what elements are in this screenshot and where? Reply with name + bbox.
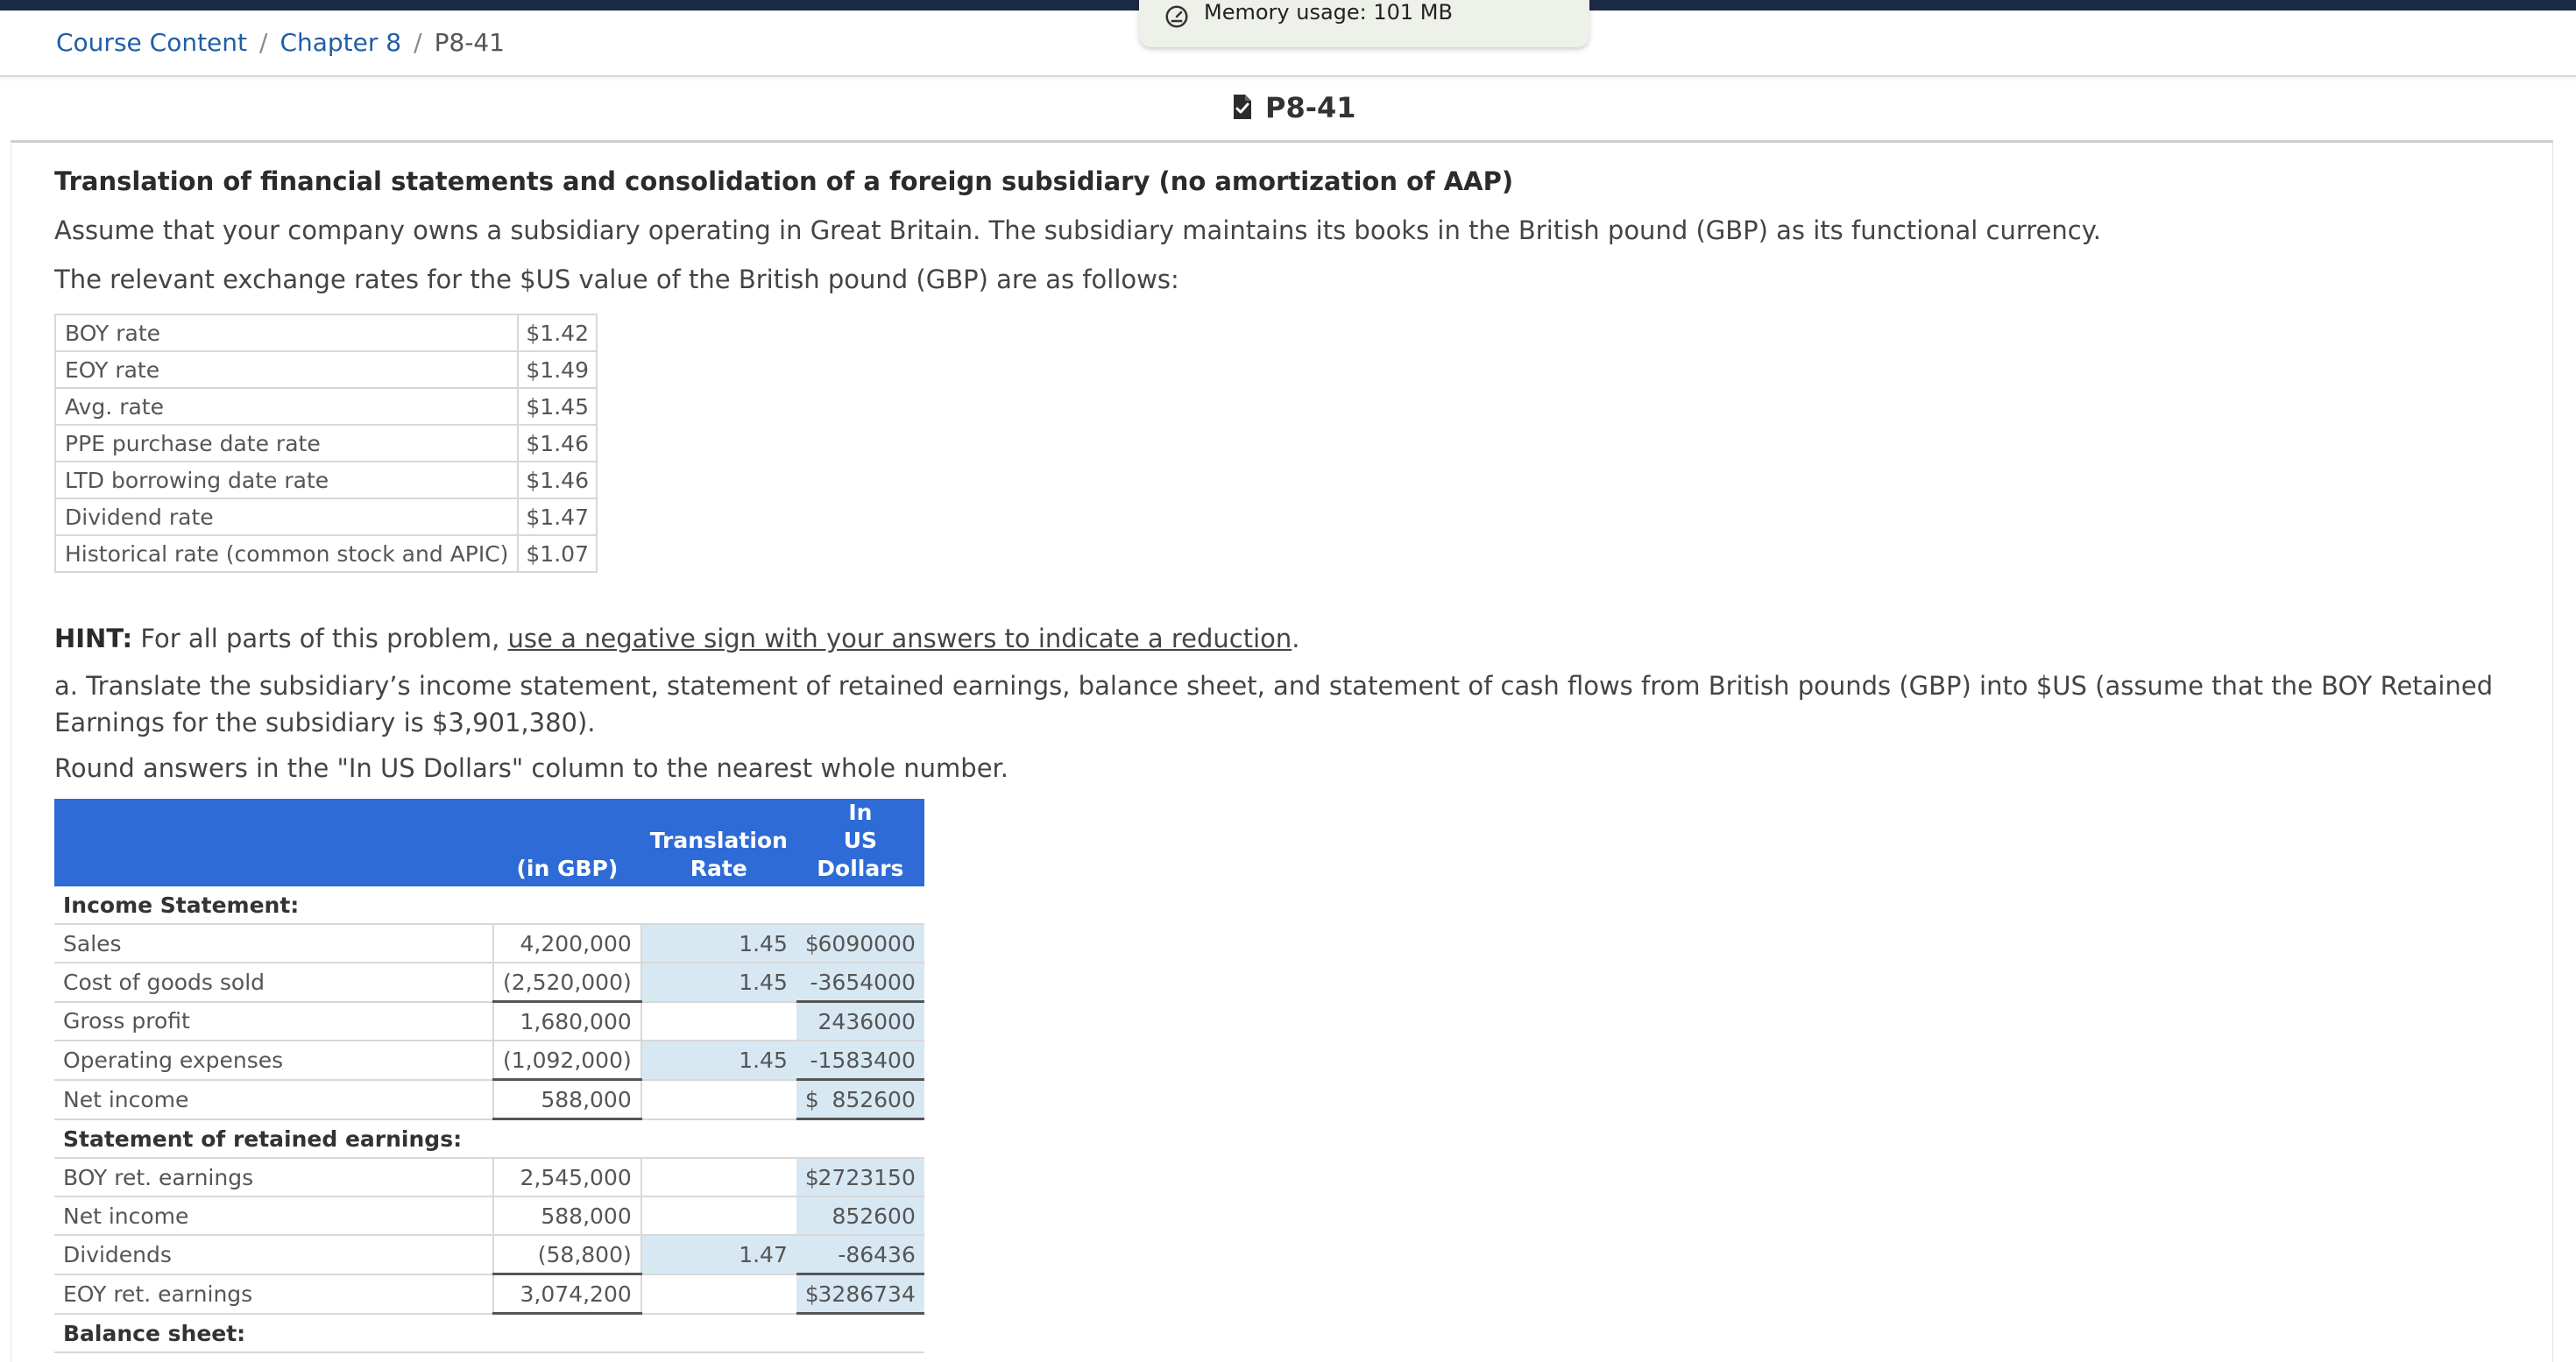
table-row [54, 1080, 924, 1119]
usd-input[interactable] [796, 963, 924, 1002]
row-label: Net income [54, 1080, 493, 1119]
table-row [54, 1158, 924, 1196]
gbp-value: (58,800) [493, 1235, 641, 1274]
usd-value: -1583400 [810, 1047, 916, 1073]
breadcrumb-link-chapter[interactable]: Chapter 8 [280, 28, 402, 57]
table-row [54, 1002, 924, 1041]
header-blank [54, 799, 493, 886]
breadcrumb-link-course-content[interactable]: Course Content [56, 28, 248, 57]
rate-value: $1.47 [518, 498, 597, 535]
row-label: EOY ret. earnings [54, 1274, 493, 1314]
rate-value: $1.46 [518, 425, 597, 462]
row-label: Gross profit [54, 1002, 493, 1041]
usd-value: -3654000 [810, 969, 916, 995]
rate-cell [641, 1080, 796, 1119]
rate-input[interactable]: 1.45 [641, 963, 796, 1002]
memory-usage-text: Memory usage: 101 MB [1204, 0, 1453, 25]
header-usd-line2: US Dollars [817, 828, 904, 881]
translation-table [54, 799, 924, 1353]
rate-value: $1.42 [518, 314, 597, 351]
rate-row [55, 388, 597, 425]
page-title [1232, 91, 1356, 124]
rate-label: LTD borrowing date rate [55, 462, 518, 498]
problem-heading: Translation of financial statements and consolidation of a foreign subsidiary (no amortization of AAP) [54, 166, 1514, 196]
usd-value: 6090000 [817, 930, 916, 956]
breadcrumb-current: P8-41 [434, 28, 505, 57]
usd-value: 3286734 [817, 1281, 916, 1307]
row-label: Dividends [54, 1235, 493, 1274]
breadcrumb [56, 28, 505, 57]
table-row [54, 1274, 924, 1314]
header-rate [641, 799, 796, 886]
usd-input[interactable] [796, 1002, 924, 1041]
dollar-sign: $ [804, 1164, 819, 1190]
gbp-value: 588,000 [493, 1080, 641, 1119]
part-a-instructions: a. Translate the subsidiary’s income statement, statement of retained earnings, balance sheet, and statement of cash flows from British pounds (GBP) into $US (assume that the BOY Retained Earnings for the subsidiary is $3,901,380). [54, 671, 2494, 737]
gbp-value: 3,074,200 [493, 1274, 641, 1314]
memory-usage-badge [1139, 0, 1589, 47]
usd-input[interactable] [796, 924, 924, 963]
rate-row [55, 462, 597, 498]
dollar-sign: $ [804, 1086, 819, 1112]
section-title-income: Income Statement: [54, 886, 924, 924]
hint-label: HINT: [54, 624, 133, 653]
rate-label: PPE purchase date rate [55, 425, 518, 462]
section-row [54, 1119, 924, 1159]
rate-row [55, 351, 597, 388]
rate-label: Dividend rate [55, 498, 518, 535]
section-row [54, 1314, 924, 1353]
gbp-value: (1,092,000) [493, 1041, 641, 1080]
rate-cell [641, 1196, 796, 1235]
table-row [54, 1041, 924, 1080]
header-usd-line1: In [848, 800, 873, 825]
rounding-note: Round answers in the "In US Dollars" column to the nearest whole number. [54, 753, 1009, 783]
usd-value: 2723150 [817, 1164, 916, 1190]
table-row [54, 963, 924, 1002]
rate-row [55, 498, 597, 535]
gbp-value: 4,200,000 [493, 924, 641, 963]
gbp-value: 1,680,000 [493, 1002, 641, 1041]
document-check-icon [1232, 93, 1253, 121]
table-header-row [54, 799, 924, 886]
row-label: Operating expenses [54, 1041, 493, 1080]
usd-input[interactable] [796, 1274, 924, 1314]
table-row [54, 1235, 924, 1274]
rate-label: EOY rate [55, 351, 518, 388]
hint-paragraph [54, 620, 2525, 657]
table-row [54, 924, 924, 963]
rate-cell [641, 1158, 796, 1196]
rate-value: $1.49 [518, 351, 597, 388]
usd-input[interactable] [796, 1158, 924, 1196]
row-label: Sales [54, 924, 493, 963]
usd-value: -86436 [838, 1241, 916, 1267]
dollar-sign: $ [804, 930, 819, 956]
usd-value: 852600 [832, 1086, 916, 1112]
breadcrumb-separator: / [259, 28, 268, 57]
header-usd [796, 799, 924, 886]
hint-underlined-text: use a negative sign with your answers to indicate a reduction [507, 624, 1292, 653]
exchange-rates-table [54, 314, 598, 573]
gbp-value: 588,000 [493, 1196, 641, 1235]
usd-input[interactable] [796, 1196, 924, 1235]
gauge-icon [1164, 4, 1190, 35]
rates-intro: The relevant exchange rates for the $US value of the British pound (GBP) are as follows: [54, 265, 1179, 294]
rate-value: $1.46 [518, 462, 597, 498]
rate-input[interactable]: 1.45 [641, 924, 796, 963]
rate-row [55, 314, 597, 351]
problem-content [54, 166, 2525, 1353]
header-rate-line2: Rate [690, 856, 747, 881]
usd-input[interactable] [796, 1235, 924, 1274]
rate-input[interactable]: 1.45 [641, 1041, 796, 1080]
rate-label: Historical rate (common stock and APIC) [55, 535, 518, 572]
assignment-title-bar [0, 77, 2576, 140]
gbp-value: 2,545,000 [493, 1158, 641, 1196]
usd-input[interactable] [796, 1041, 924, 1080]
header-rate-line1: Translation [649, 828, 788, 853]
page-title-text: P8-41 [1265, 91, 1356, 124]
hint-text: For all parts of this problem, [140, 624, 500, 653]
section-title-balance: Balance sheet: [54, 1314, 924, 1353]
section-row [54, 886, 924, 924]
problem-intro: Assume that your company owns a subsidiary operating in Great Britain. The subsidiary maintains its books in the British pound (GBP) as its functional currency. [54, 215, 2101, 245]
gbp-value: (2,520,000) [493, 963, 641, 1002]
row-label: Net income [54, 1196, 493, 1235]
row-label: Cost of goods sold [54, 963, 493, 1002]
header-gbp: (in GBP) [493, 799, 641, 886]
rate-cell [641, 1002, 796, 1041]
dollar-sign: $ [804, 1281, 819, 1307]
hint-period: . [1292, 624, 1300, 653]
rate-input[interactable]: 1.47 [641, 1235, 796, 1274]
row-label: BOY ret. earnings [54, 1158, 493, 1196]
usd-value: 852600 [832, 1203, 916, 1229]
rate-cell [641, 1274, 796, 1314]
section-title-retained: Statement of retained earnings: [54, 1119, 924, 1159]
rate-label: Avg. rate [55, 388, 518, 425]
rate-value: $1.45 [518, 388, 597, 425]
breadcrumb-separator: / [414, 28, 422, 57]
rate-value: $1.07 [518, 535, 597, 572]
rate-row [55, 535, 597, 572]
rate-label: BOY rate [55, 314, 518, 351]
usd-value: 2436000 [817, 1008, 916, 1034]
usd-input[interactable] [796, 1080, 924, 1119]
rate-row [55, 425, 597, 462]
table-row [54, 1196, 924, 1235]
